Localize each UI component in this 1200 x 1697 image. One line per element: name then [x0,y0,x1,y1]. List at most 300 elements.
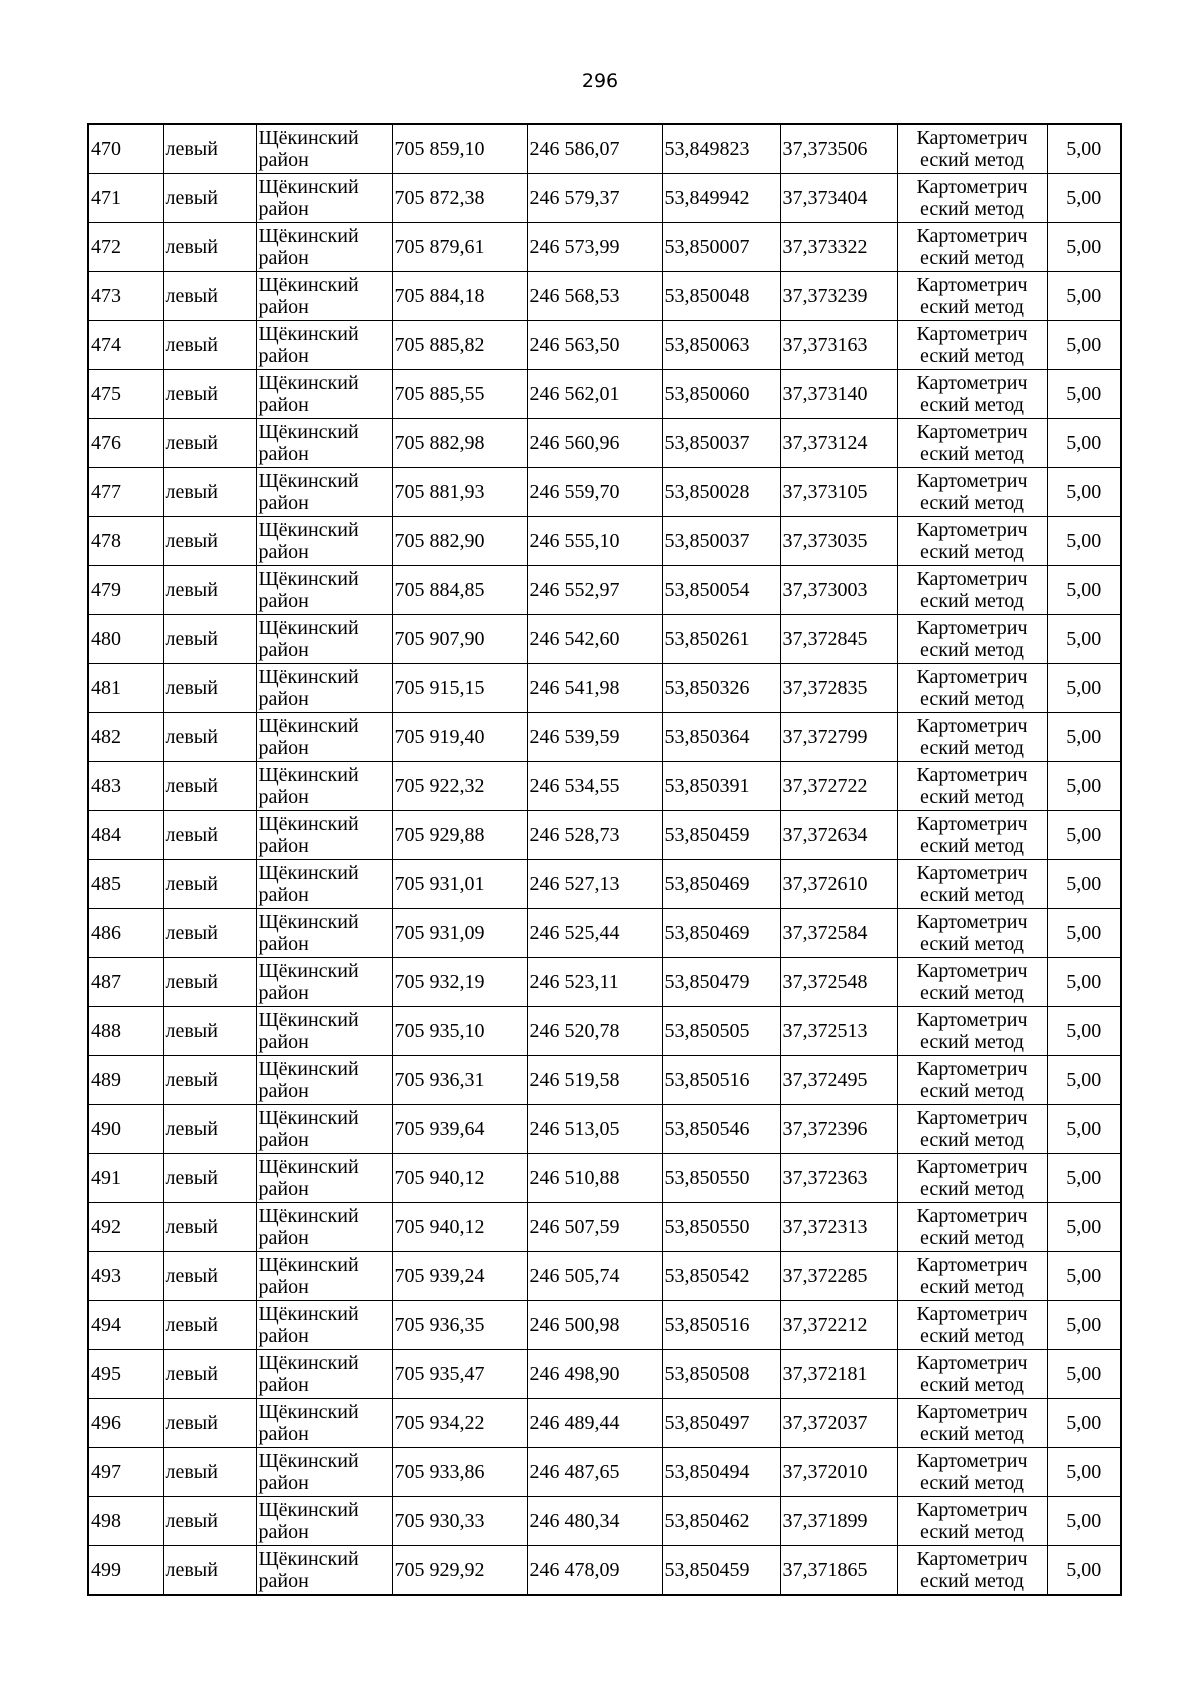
table-row [88,1056,1121,1105]
district-cell [256,174,392,223]
method-line-1: Картометрич [916,568,1028,590]
district-line-2: район [258,835,309,857]
method-line-1: Картометрич [916,372,1028,394]
district-line-2: район [258,1521,309,1543]
method-line-2: еский метод [920,1423,1024,1445]
longitude-cell: 37,371865 [780,1546,897,1596]
point-number-cell: 484 [88,811,163,860]
method-line-2: еский метод [920,1374,1024,1396]
district-line-2: район [258,198,309,220]
accuracy-cell: 5,00 [1047,124,1121,174]
longitude-cell: 37,371899 [780,1497,897,1546]
method-line-1: Картометрич [916,274,1028,296]
district-line-2: район [258,345,309,367]
method-line-1: Картометрич [916,470,1028,492]
district-cell [256,1301,392,1350]
x-coordinate-cell: 705 931,09 [392,909,527,958]
district-cell [256,1105,392,1154]
district-line-2: район [258,296,309,318]
y-coordinate-cell: 246 480,34 [527,1497,662,1546]
bank-side-cell: левый [163,1448,256,1497]
district-line-2: район [258,1472,309,1494]
table-row [88,1497,1121,1546]
district-line-1: Щёкинский [258,1450,359,1472]
district-line-1: Щёкинский [258,176,359,198]
longitude-cell: 37,372285 [780,1252,897,1301]
longitude-cell: 37,373003 [780,566,897,615]
accuracy-cell: 5,00 [1047,615,1121,664]
x-coordinate-cell: 705 859,10 [392,124,527,174]
bank-side-cell: левый [163,664,256,713]
x-coordinate-cell: 705 939,64 [392,1105,527,1154]
table-row [88,1154,1121,1203]
point-number-cell: 479 [88,566,163,615]
method-line-2: еский метод [920,786,1024,808]
point-number-cell: 481 [88,664,163,713]
district-cell [256,811,392,860]
longitude-cell: 37,372835 [780,664,897,713]
latitude-cell: 53,850063 [662,321,780,370]
district-line-2: район [258,590,309,612]
table-row [88,1399,1121,1448]
bank-side-cell: левый [163,370,256,419]
latitude-cell: 53,850007 [662,223,780,272]
district-cell [256,468,392,517]
method-cell [897,321,1047,370]
district-line-1: Щёкинский [258,764,359,786]
bank-side-cell: левый [163,1203,256,1252]
x-coordinate-cell: 705 935,10 [392,1007,527,1056]
bank-side-cell: левый [163,958,256,1007]
point-number-cell: 498 [88,1497,163,1546]
bank-side-cell: левый [163,419,256,468]
y-coordinate-cell: 246 520,78 [527,1007,662,1056]
bank-side-cell: левый [163,1399,256,1448]
bank-side-cell: левый [163,762,256,811]
district-line-2: район [258,1227,309,1249]
district-cell [256,223,392,272]
bank-side-cell: левый [163,1056,256,1105]
district-line-2: район [258,1325,309,1347]
district-line-1: Щёкинский [258,911,359,933]
district-line-2: район [258,1423,309,1445]
point-number-cell: 492 [88,1203,163,1252]
bank-side-cell: левый [163,1007,256,1056]
district-line-1: Щёкинский [258,127,359,149]
district-line-2: район [258,1178,309,1200]
table-row [88,1350,1121,1399]
table-row [88,370,1121,419]
method-line-2: еский метод [920,1570,1024,1592]
y-coordinate-cell: 246 579,37 [527,174,662,223]
district-line-1: Щёкинский [258,1009,359,1031]
x-coordinate-cell: 705 884,18 [392,272,527,321]
accuracy-cell: 5,00 [1047,1301,1121,1350]
method-line-1: Картометрич [916,323,1028,345]
bank-side-cell: левый [163,909,256,958]
table-row [88,713,1121,762]
y-coordinate-cell: 246 498,90 [527,1350,662,1399]
longitude-cell: 37,372722 [780,762,897,811]
method-line-1: Картометрич [916,421,1028,443]
table-row [88,517,1121,566]
y-coordinate-cell: 246 525,44 [527,909,662,958]
latitude-cell: 53,850550 [662,1154,780,1203]
y-coordinate-cell: 246 586,07 [527,124,662,174]
bank-side-cell: левый [163,174,256,223]
method-line-2: еский метод [920,345,1024,367]
district-line-1: Щёкинский [258,225,359,247]
y-coordinate-cell: 246 528,73 [527,811,662,860]
accuracy-cell: 5,00 [1047,713,1121,762]
method-line-2: еский метод [920,590,1024,612]
district-line-1: Щёкинский [258,519,359,541]
method-line-1: Картометрич [916,1352,1028,1374]
method-cell [897,1448,1047,1497]
x-coordinate-cell: 705 882,90 [392,517,527,566]
y-coordinate-cell: 246 568,53 [527,272,662,321]
method-line-1: Картометрич [916,1499,1028,1521]
district-line-2: район [258,1276,309,1298]
district-line-1: Щёкинский [258,813,359,835]
longitude-cell: 37,373163 [780,321,897,370]
method-line-2: еский метод [920,1031,1024,1053]
method-cell [897,370,1047,419]
y-coordinate-cell: 246 500,98 [527,1301,662,1350]
y-coordinate-cell: 246 562,01 [527,370,662,419]
longitude-cell: 37,372010 [780,1448,897,1497]
latitude-cell: 53,850508 [662,1350,780,1399]
table-row [88,174,1121,223]
latitude-cell: 53,850037 [662,419,780,468]
method-cell [897,811,1047,860]
district-line-1: Щёкинский [258,1499,359,1521]
method-cell [897,909,1047,958]
method-line-1: Картометрич [916,1205,1028,1227]
district-cell [256,909,392,958]
method-line-1: Картометрич [916,617,1028,639]
district-line-1: Щёкинский [258,1352,359,1374]
method-line-1: Картометрич [916,666,1028,688]
district-cell [256,419,392,468]
bank-side-cell: левый [163,1154,256,1203]
method-cell [897,517,1047,566]
x-coordinate-cell: 705 933,86 [392,1448,527,1497]
x-coordinate-cell: 705 934,22 [392,1399,527,1448]
y-coordinate-cell: 246 563,50 [527,321,662,370]
longitude-cell: 37,372495 [780,1056,897,1105]
district-line-1: Щёкинский [258,1548,359,1570]
point-number-cell: 470 [88,124,163,174]
x-coordinate-cell: 705 881,93 [392,468,527,517]
longitude-cell: 37,372584 [780,909,897,958]
table-row [88,1105,1121,1154]
bank-side-cell: левый [163,1105,256,1154]
district-line-2: район [258,688,309,710]
district-cell [256,321,392,370]
method-line-1: Картометрич [916,862,1028,884]
district-line-2: район [258,443,309,465]
method-line-1: Картометрич [916,1058,1028,1080]
method-cell [897,762,1047,811]
district-cell [256,124,392,174]
method-line-1: Картометрич [916,1107,1028,1129]
point-number-cell: 486 [88,909,163,958]
district-line-1: Щёкинский [258,1303,359,1325]
point-number-cell: 473 [88,272,163,321]
district-line-1: Щёкинский [258,862,359,884]
longitude-cell: 37,372181 [780,1350,897,1399]
district-line-1: Щёкинский [258,1401,359,1423]
longitude-cell: 37,373140 [780,370,897,419]
table-row [88,1007,1121,1056]
latitude-cell: 53,850479 [662,958,780,1007]
table-row [88,223,1121,272]
y-coordinate-cell: 246 507,59 [527,1203,662,1252]
page-number: 296 [581,70,619,92]
y-coordinate-cell: 246 542,60 [527,615,662,664]
method-line-1: Картометрич [916,813,1028,835]
district-line-2: район [258,933,309,955]
table-row [88,1203,1121,1252]
district-cell [256,1252,392,1301]
table-row [88,321,1121,370]
method-line-1: Картометрич [916,519,1028,541]
method-line-2: еский метод [920,639,1024,661]
district-cell [256,1448,392,1497]
district-line-2: район [258,786,309,808]
point-number-cell: 476 [88,419,163,468]
x-coordinate-cell: 705 884,85 [392,566,527,615]
accuracy-cell: 5,00 [1047,272,1121,321]
accuracy-cell: 5,00 [1047,1203,1121,1252]
point-number-cell: 483 [88,762,163,811]
longitude-cell: 37,373124 [780,419,897,468]
latitude-cell: 53,850459 [662,1546,780,1596]
x-coordinate-cell: 705 929,92 [392,1546,527,1596]
longitude-cell: 37,373105 [780,468,897,517]
district-line-2: район [258,1570,309,1592]
accuracy-cell: 5,00 [1047,1252,1121,1301]
district-line-2: район [258,149,309,171]
y-coordinate-cell: 246 519,58 [527,1056,662,1105]
method-cell [897,124,1047,174]
district-line-1: Щёкинский [258,1205,359,1227]
district-line-2: район [258,247,309,269]
method-line-1: Картометрич [916,1401,1028,1423]
bank-side-cell: левый [163,272,256,321]
point-number-cell: 471 [88,174,163,223]
longitude-cell: 37,373404 [780,174,897,223]
district-line-1: Щёкинский [258,274,359,296]
y-coordinate-cell: 246 552,97 [527,566,662,615]
method-cell [897,1056,1047,1105]
method-line-1: Картометрич [916,911,1028,933]
table-row [88,909,1121,958]
district-cell [256,713,392,762]
latitude-cell: 53,850391 [662,762,780,811]
method-line-2: еский метод [920,1129,1024,1151]
accuracy-cell: 5,00 [1047,223,1121,272]
x-coordinate-cell: 705 879,61 [392,223,527,272]
latitude-cell: 53,850550 [662,1203,780,1252]
accuracy-cell: 5,00 [1047,1007,1121,1056]
method-cell [897,1399,1047,1448]
coordinates-table [87,123,1122,1596]
bank-side-cell: левый [163,1301,256,1350]
method-cell [897,1252,1047,1301]
method-line-1: Картометрич [916,1009,1028,1031]
x-coordinate-cell: 705 932,19 [392,958,527,1007]
method-line-1: Картометрич [916,1156,1028,1178]
bank-side-cell: левый [163,517,256,566]
y-coordinate-cell: 246 527,13 [527,860,662,909]
method-line-2: еский метод [920,149,1024,171]
x-coordinate-cell: 705 885,82 [392,321,527,370]
district-cell [256,762,392,811]
point-number-cell: 480 [88,615,163,664]
method-line-2: еский метод [920,247,1024,269]
method-cell [897,860,1047,909]
latitude-cell: 53,850028 [662,468,780,517]
x-coordinate-cell: 705 907,90 [392,615,527,664]
accuracy-cell: 5,00 [1047,909,1121,958]
district-cell [256,958,392,1007]
bank-side-cell: левый [163,468,256,517]
latitude-cell: 53,849942 [662,174,780,223]
district-cell [256,1399,392,1448]
latitude-cell: 53,850364 [662,713,780,762]
longitude-cell: 37,372212 [780,1301,897,1350]
method-cell [897,1007,1047,1056]
y-coordinate-cell: 246 523,11 [527,958,662,1007]
accuracy-cell: 5,00 [1047,762,1121,811]
table-row [88,762,1121,811]
bank-side-cell: левый [163,713,256,762]
point-number-cell: 495 [88,1350,163,1399]
method-line-2: еский метод [920,296,1024,318]
x-coordinate-cell: 705 919,40 [392,713,527,762]
point-number-cell: 487 [88,958,163,1007]
method-line-2: еский метод [920,1227,1024,1249]
point-number-cell: 482 [88,713,163,762]
table-row [88,860,1121,909]
bank-side-cell: левый [163,124,256,174]
table-row [88,124,1121,174]
x-coordinate-cell: 705 931,01 [392,860,527,909]
accuracy-cell: 5,00 [1047,1497,1121,1546]
latitude-cell: 53,850261 [662,615,780,664]
method-cell [897,468,1047,517]
accuracy-cell: 5,00 [1047,1399,1121,1448]
district-cell [256,615,392,664]
bank-side-cell: левый [163,1252,256,1301]
point-number-cell: 497 [88,1448,163,1497]
district-line-1: Щёкинский [258,1058,359,1080]
method-line-2: еский метод [920,1325,1024,1347]
latitude-cell: 53,850546 [662,1105,780,1154]
latitude-cell: 53,850037 [662,517,780,566]
x-coordinate-cell: 705 929,88 [392,811,527,860]
table-row [88,1448,1121,1497]
point-number-cell: 475 [88,370,163,419]
district-line-2: район [258,394,309,416]
district-line-2: район [258,541,309,563]
district-line-2: район [258,1374,309,1396]
x-coordinate-cell: 705 940,12 [392,1154,527,1203]
y-coordinate-cell: 246 541,98 [527,664,662,713]
latitude-cell: 53,850494 [662,1448,780,1497]
accuracy-cell: 5,00 [1047,370,1121,419]
accuracy-cell: 5,00 [1047,419,1121,468]
latitude-cell: 53,850459 [662,811,780,860]
method-cell [897,664,1047,713]
method-line-1: Картометрич [916,715,1028,737]
accuracy-cell: 5,00 [1047,1154,1121,1203]
method-line-1: Картометрич [916,1548,1028,1570]
x-coordinate-cell: 705 922,32 [392,762,527,811]
table-row [88,566,1121,615]
method-cell [897,566,1047,615]
district-cell [256,1007,392,1056]
district-cell [256,517,392,566]
y-coordinate-cell: 246 560,96 [527,419,662,468]
method-cell [897,419,1047,468]
method-line-2: еский метод [920,835,1024,857]
method-line-2: еский метод [920,1178,1024,1200]
method-line-2: еский метод [920,737,1024,759]
x-coordinate-cell: 705 882,98 [392,419,527,468]
method-line-2: еский метод [920,492,1024,514]
longitude-cell: 37,372799 [780,713,897,762]
district-line-2: район [258,492,309,514]
district-line-1: Щёкинский [258,421,359,443]
bank-side-cell: левый [163,1546,256,1596]
district-cell [256,1203,392,1252]
method-cell [897,1497,1047,1546]
district-line-2: район [258,1129,309,1151]
district-line-1: Щёкинский [258,323,359,345]
method-line-1: Картометрич [916,764,1028,786]
x-coordinate-cell: 705 940,12 [392,1203,527,1252]
method-cell [897,1154,1047,1203]
longitude-cell: 37,373506 [780,124,897,174]
district-cell [256,370,392,419]
longitude-cell: 37,373322 [780,223,897,272]
district-line-2: район [258,737,309,759]
method-cell [897,713,1047,762]
method-cell [897,1546,1047,1596]
longitude-cell: 37,372313 [780,1203,897,1252]
method-cell [897,1301,1047,1350]
method-line-1: Картометрич [916,176,1028,198]
point-number-cell: 485 [88,860,163,909]
x-coordinate-cell: 705 872,38 [392,174,527,223]
bank-side-cell: левый [163,860,256,909]
point-number-cell: 474 [88,321,163,370]
table-row [88,1546,1121,1596]
district-cell [256,272,392,321]
table-row [88,468,1121,517]
point-number-cell: 490 [88,1105,163,1154]
district-line-1: Щёкинский [258,470,359,492]
district-line-1: Щёкинский [258,617,359,639]
method-cell [897,1203,1047,1252]
x-coordinate-cell: 705 939,24 [392,1252,527,1301]
x-coordinate-cell: 705 915,15 [392,664,527,713]
district-cell [256,1056,392,1105]
y-coordinate-cell: 246 513,05 [527,1105,662,1154]
